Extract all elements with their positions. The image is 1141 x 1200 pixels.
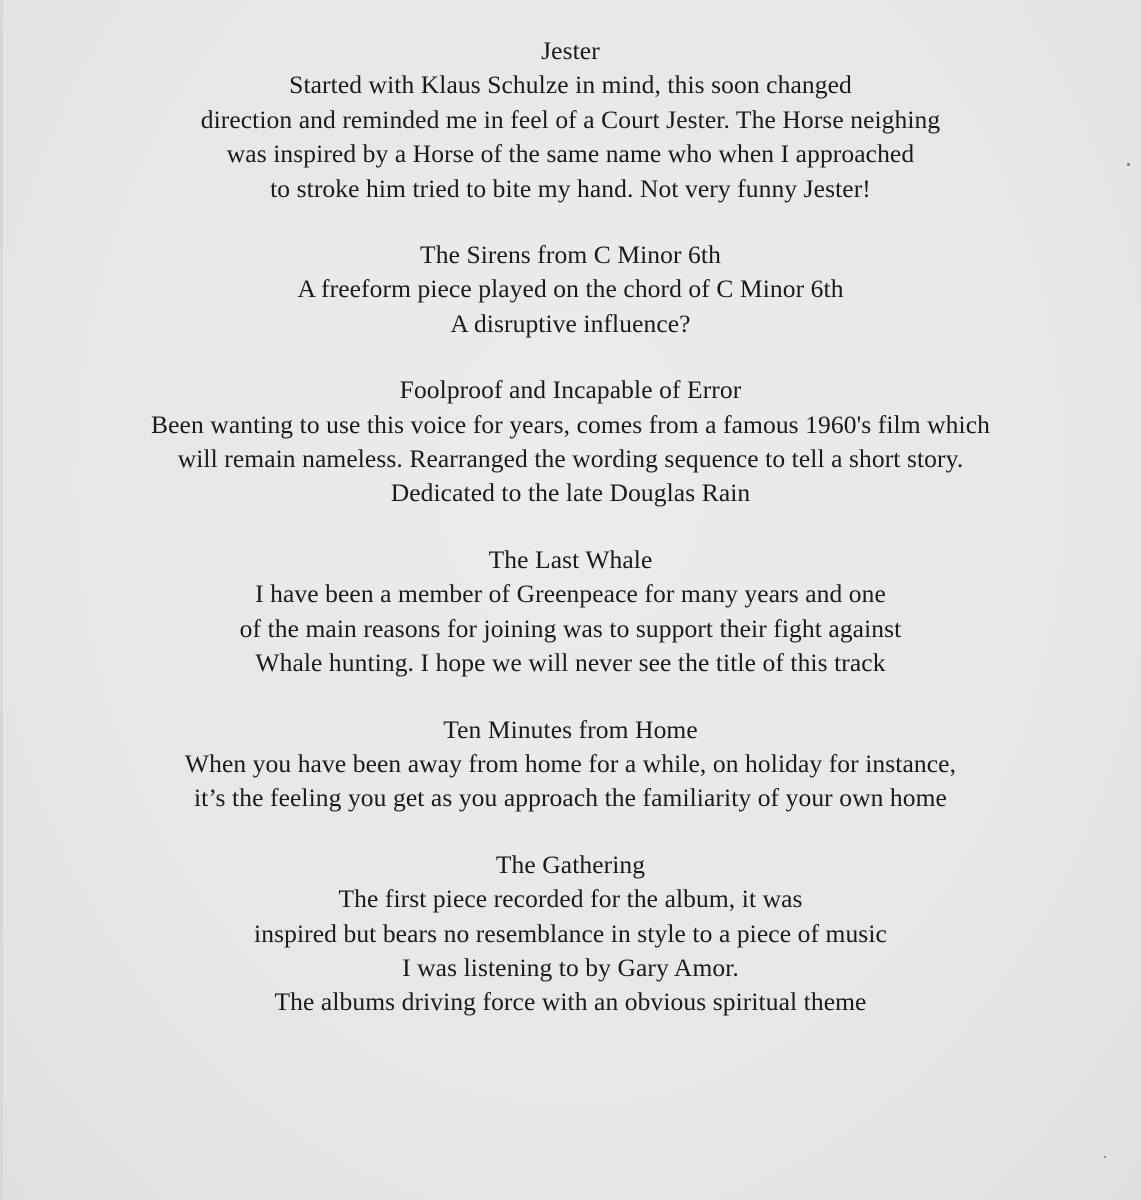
track-title: The Gathering	[495, 849, 646, 879]
track-note-gathering	[0, 848, 1141, 1020]
track-description-line: was inspired by a Horse of the same name who when I approached	[226, 139, 915, 169]
track-note-last-whale	[0, 543, 1141, 681]
track-description-line: of the main reasons for joining was to support their fight against	[239, 613, 902, 643]
track-description-line: A freeform piece played on the chord of C Minor 6th	[297, 274, 844, 304]
track-title: Foolproof and Incapable of Error	[399, 375, 742, 405]
track-title: Ten Minutes from Home	[443, 714, 698, 744]
track-notes	[0, 34, 1141, 1052]
track-description-line: A disruptive influence?	[450, 308, 691, 338]
track-description-line: The albums driving force with an obvious spiritual theme	[274, 987, 867, 1017]
track-note-ten-minutes	[0, 713, 1141, 816]
track-description-line: inspired but bears no resemblance in style to a piece of music	[254, 918, 887, 948]
track-note-foolproof	[0, 373, 1141, 511]
track-description-line: will remain nameless. Rearranged the wording sequence to tell a short story.	[177, 444, 964, 474]
track-description-line: I have been a member of Greenpeace for many years and one	[255, 579, 886, 609]
track-description-line: Dedicated to the late Douglas Rain	[390, 478, 751, 508]
track-description-line: direction and reminded me in feel of a Court Jester. The Horse neighing	[200, 104, 941, 134]
track-description-line: I was listening to by Gary Amor.	[402, 952, 739, 982]
track-description-line: it’s the feeling you get as you approach the familiarity of your own home	[194, 783, 947, 813]
track-note-jester	[0, 34, 1141, 206]
track-title: The Last Whale	[488, 544, 653, 574]
track-title: Jester	[541, 36, 600, 65]
print-speck	[1104, 1156, 1106, 1158]
track-description-line: to stroke him tried to bite my hand. Not very funny Jester!	[270, 173, 871, 203]
track-description-line: Started with Klaus Schulze in mind, this soon changed	[289, 70, 852, 100]
track-title: The Sirens from C Minor 6th	[420, 240, 721, 270]
track-description-line: The first piece recorded for the album, it was	[338, 884, 803, 914]
track-description-line: When you have been away from home for a while, on holiday for instance,	[184, 748, 957, 778]
track-note-sirens	[0, 238, 1141, 341]
track-description-line: Been wanting to use this voice for years, comes from a famous 1960's film which	[151, 409, 990, 439]
track-description-line: Whale hunting. I hope we will never see the title of this track	[255, 648, 886, 678]
